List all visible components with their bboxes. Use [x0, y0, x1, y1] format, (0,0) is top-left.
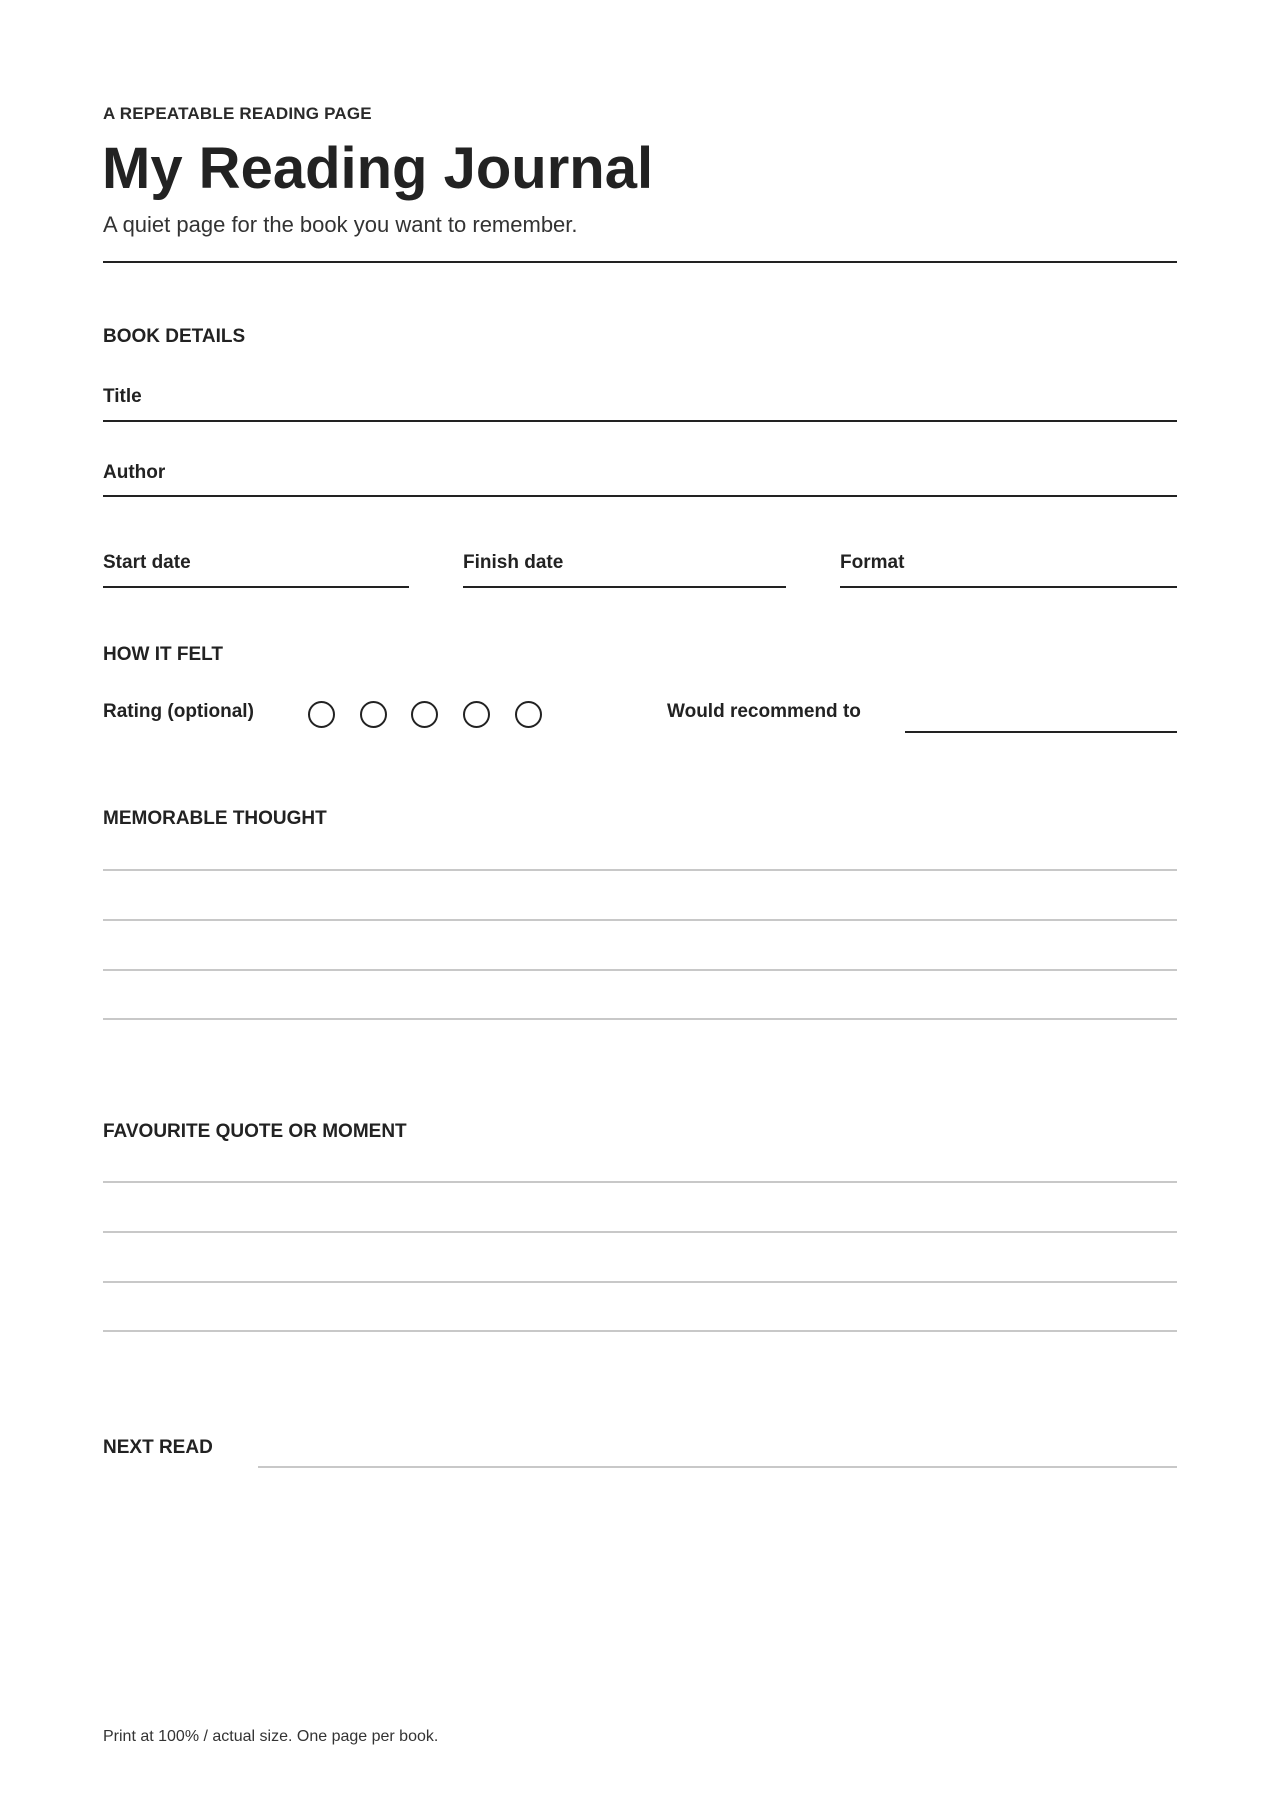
finish-date-label: Finish date: [463, 552, 564, 573]
rating-circle-5[interactable]: [515, 701, 542, 728]
memorable-thought-line-2[interactable]: [103, 919, 1177, 921]
author-field-label: Author: [103, 462, 166, 483]
favourite-quote-line-3[interactable]: [103, 1281, 1177, 1283]
recommend-label: Would recommend to: [667, 701, 861, 722]
title-field-line[interactable]: [103, 420, 1177, 422]
page-subtitle: A quiet page for the book you want to remember.: [103, 212, 578, 237]
how-it-felt-heading: HOW IT FELT: [103, 644, 223, 665]
footer-note: Print at 100% / actual size. One page per book.: [103, 1728, 439, 1745]
page-kicker: A REPEATABLE READING PAGE: [103, 104, 372, 123]
finish-date-line[interactable]: [463, 586, 786, 588]
favourite-quote-line-2[interactable]: [103, 1231, 1177, 1233]
format-label: Format: [840, 552, 905, 573]
next-read-heading: NEXT READ: [103, 1437, 213, 1458]
start-date-label: Start date: [103, 552, 191, 573]
favourite-quote-line-4[interactable]: [103, 1330, 1177, 1332]
header-divider: [103, 261, 1177, 263]
rating-label: Rating (optional): [103, 701, 254, 722]
recommend-line[interactable]: [905, 731, 1177, 733]
page-title: My Reading Journal: [102, 136, 654, 201]
next-read-line[interactable]: [258, 1466, 1177, 1468]
author-field-line[interactable]: [103, 495, 1177, 497]
format-line[interactable]: [840, 586, 1177, 588]
favourite-quote-line-1[interactable]: [103, 1181, 1177, 1183]
memorable-thought-line-3[interactable]: [103, 969, 1177, 971]
book-details-heading: BOOK DETAILS: [103, 326, 246, 347]
memorable-thought-heading: MEMORABLE THOUGHT: [103, 808, 327, 829]
rating-circle-2[interactable]: [360, 701, 387, 728]
rating-circle-4[interactable]: [463, 701, 490, 728]
start-date-line[interactable]: [103, 586, 409, 588]
rating-circle-1[interactable]: [308, 701, 335, 728]
title-field-label: Title: [103, 386, 142, 407]
memorable-thought-line-4[interactable]: [103, 1018, 1177, 1020]
rating-circle-3[interactable]: [411, 701, 438, 728]
memorable-thought-line-1[interactable]: [103, 869, 1177, 871]
favourite-quote-heading: FAVOURITE QUOTE OR MOMENT: [103, 1121, 407, 1142]
